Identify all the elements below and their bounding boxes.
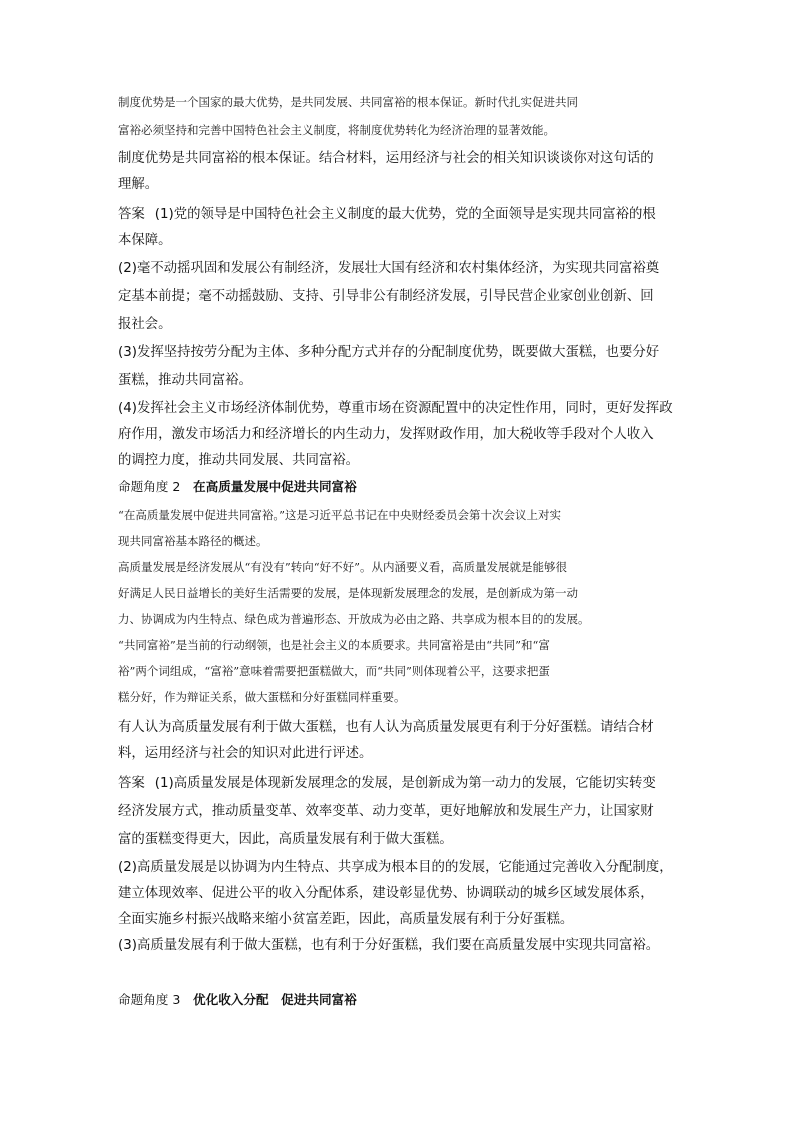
answer-line: (2)毫不动摇巩固和发展公有制经济，发展壮大国有经济和农村集体经济，为实现共同富裕奠	[118, 261, 660, 276]
question-line: 制度优势是共同富裕的根本保证。结合材料，运用经济与社会的相关知识谈谈你对这句话的	[118, 151, 654, 166]
material-line: 富裕必须坚持和完善中国特色社会主义制度，将制度优势转化为经济治理的显著效能。	[118, 123, 555, 137]
section-heading	[118, 990, 680, 1010]
answer-line: 建立体现效率、促进公平的收入分配体系，建设彰显优势、协调联动的城乡区域发展体系，	[118, 886, 654, 901]
section-heading-title: 在高质量发展中促进共同富裕	[193, 479, 357, 494]
answer-line: (3)发挥坚持按劳分配为主体、多种分配方式并存的分配制度优势，既要做大蛋糕，也要分好	[118, 345, 660, 360]
question-line: 料，运用经济与社会的知识对此进行评述。	[118, 746, 373, 761]
material-line: 裕”两个词组成，“富裕”意味着需要把蛋糕做大，而“共同”则体现着公平，这要求把蛋	[118, 664, 550, 678]
material-line: 力、协调成为内生特点、绿色成为普遍形态、开放成为必由之路、共享成为根本目的的发展。	[118, 612, 590, 626]
answer-label: 答案	[118, 776, 145, 791]
answer-line: 府作用，激发市场活力和经济增长的内生动力，发挥财政作用，加大税收等手段对个人收入	[118, 427, 654, 442]
answer-line: (4)发挥社会主义市场经济体制优势，尊重市场在资源配置中的决定性作用，同时，更好发挥政	[118, 401, 673, 416]
section-heading-label: 命题角度 2	[118, 479, 181, 494]
question-line: 理解。	[118, 177, 159, 192]
answer-line: 的调控力度，推动共同发展、共同富裕。	[118, 453, 360, 468]
answer-text: (1)高质量发展是体现新发展理念的发展，是创新成为第一动力的发展，它能切实转变	[154, 776, 656, 791]
material-line: “共同富裕”是当前的行动纲领，也是社会主义的本质要求。共同富裕是由“共同”和“富	[118, 638, 550, 652]
answer-line	[118, 204, 680, 226]
answer-line: (3)高质量发展有利于做大蛋糕，也有利于分好蛋糕，我们要在高质量发展中实现共同富裕。	[118, 938, 660, 953]
answer-line: 富的蛋糕变得更大，因此，高质量发展有利于做大蛋糕。	[118, 832, 453, 847]
answer-line: 报社会。	[118, 317, 172, 332]
material-line: 好满足人民日益增长的美好生活需要的发展，是体现新发展理念的发展，是创新成为第一动	[118, 586, 578, 600]
material-line: 制度优势是一个国家的最大优势，是共同发展、共同富裕的根本保证。新时代扎实促进共同	[118, 95, 578, 109]
answer-label: 答案	[118, 207, 145, 222]
answer-line	[118, 773, 680, 795]
section-heading-title: 优化收入分配 促进共同富裕	[193, 992, 357, 1007]
answer-line: (2)高质量发展是以协调为内生特点、共享成为根本目的的发展，它能通过完善收入分配制度，	[118, 860, 673, 875]
answer-line: 全面实施乡村振兴战略来缩小贫富差距，因此，高质量发展有利于分好蛋糕。	[118, 912, 574, 927]
section-heading	[118, 477, 680, 497]
material-line: 高质量发展是经济发展从“有没有”转向“好不好”。从内涵要义看，高质量发展就是能够很	[118, 560, 568, 574]
answer-text: (1)党的领导是中国特色社会主义制度的最大优势，党的全面领导是实现共同富裕的根	[154, 207, 656, 222]
answer-line: 蛋糕，推动共同富裕。	[118, 373, 252, 388]
answer-line: 本保障。	[118, 233, 172, 248]
question-line: 有人认为高质量发展有利于做大蛋糕，也有人认为高质量发展更有利于分好蛋糕。请结合材	[118, 720, 654, 735]
material-line: “在高质量发展中促进共同富裕。”这是习近平总书记在中央财经委员会第十次会议上对实	[118, 508, 562, 522]
material-line: 糕分好，作为辩证关系，做大蛋糕和分好蛋糕同样重要。	[118, 690, 406, 704]
section-heading-label: 命题角度 3	[118, 992, 181, 1007]
answer-line: 定基本前提；毫不动摇鼓励、支持、引导非公有制经济发展，引导民营企业家创业创新、回	[118, 289, 654, 304]
answer-line: 经济发展方式，推动质量变革、效率变革、动力变革，更好地解放和发展生产力，让国家财	[118, 804, 654, 819]
material-line: 现共同富裕基本路径的概述。	[118, 534, 268, 548]
